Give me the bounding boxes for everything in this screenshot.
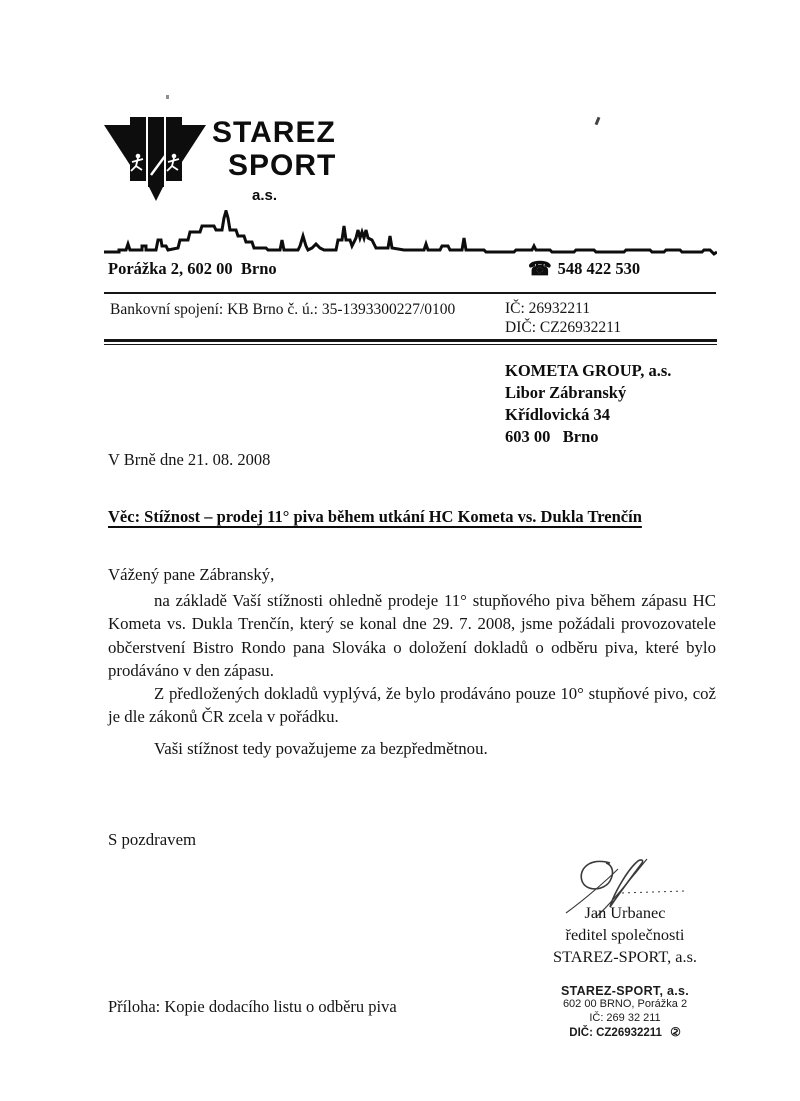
stamp-company: STAREZ-SPORT, a.s. <box>560 984 690 998</box>
horizontal-rule-top <box>104 292 716 294</box>
salutation: Vážený pane Zábranský, <box>108 565 275 584</box>
sender-address: Porážka 2, 602 00 Brno <box>108 259 277 278</box>
logo-emblem-icon <box>104 111 206 203</box>
logo-wordmark-line1: STAREZ <box>212 116 336 149</box>
signatory-title: ředitel společnosti <box>565 925 685 944</box>
recipient-city: 603 00 Brno <box>505 427 599 446</box>
horizontal-rule-double-lower <box>104 344 717 345</box>
date-line: V Brně dne 21. 08. 2008 <box>108 450 271 469</box>
stamp-ic: IČ: 269 32 211 <box>589 1011 661 1024</box>
attachment-note: Příloha: Kopie dodacího listu o odběru piva <box>108 997 397 1016</box>
subject-line: Věc: Stížnost – prodej 11° piva během utkání HC Kometa vs. Dukla Trenčín <box>108 507 642 526</box>
scan-speck <box>166 95 169 99</box>
closing-phrase: S pozdravem <box>108 830 197 849</box>
body-paragraph-1: na základě Vaší stížnosti ohledně prodeje 11° stupňového piva během zápasu HC Kometa vs. Dukla Trenčín, který se konal dne 29. 7. 2008, jsme požádali provozovatele občerstvení Bistro Rondo pana Slováka o doložení dokladů o odběru piva, které bylo prodáváno v den zápasu. <box>108 591 716 680</box>
scan-speck <box>595 117 601 126</box>
signatory-company: STAREZ-SPORT, a.s. <box>553 947 697 966</box>
signatory-name: Jan Urbanec <box>584 903 666 922</box>
recipient-street: Křídlovická 34 <box>505 405 610 424</box>
recipient-name: Libor Zábranský <box>505 383 627 402</box>
company-stamp <box>540 984 710 1040</box>
stamp-address: 602 00 BRNO, Porážka 2 <box>562 998 688 1010</box>
logo-wordmark-line2: SPORT <box>228 149 337 182</box>
horizontal-rule-double-upper <box>104 339 717 342</box>
telephone-icon: ☎ <box>528 259 552 280</box>
signatory-block <box>535 902 715 968</box>
skyline-icon <box>104 210 717 258</box>
body-paragraph-3: Vaši stížnost tedy považujeme za bezpředmětnou. <box>154 739 488 758</box>
stamp-circled-mark: ② <box>668 1023 683 1041</box>
phone-number: 548 422 530 <box>557 259 641 278</box>
logo-wordmark-line3: a.s. <box>252 187 278 204</box>
company-ic: IČ: 26932211 <box>505 300 591 317</box>
recipient-company: KOMETA GROUP, a.s. <box>505 361 672 380</box>
bank-details: Bankovní spojení: KB Brno č. ú.: 35-1393300227/0100 <box>110 301 456 318</box>
stamp-dic-text: DIČ: CZ26932211 <box>569 1027 662 1039</box>
company-dic: DIČ: CZ26932211 <box>505 319 622 336</box>
stamp-dic <box>540 1025 710 1040</box>
body-paragraph-2: Z předložených dokladů vyplývá, že bylo prodáváno pouze 10° stupňové pivo, což je dle zákonů ČR zcela v pořádku. <box>108 684 716 727</box>
phone-line <box>528 258 640 281</box>
recipient-block <box>505 360 671 448</box>
